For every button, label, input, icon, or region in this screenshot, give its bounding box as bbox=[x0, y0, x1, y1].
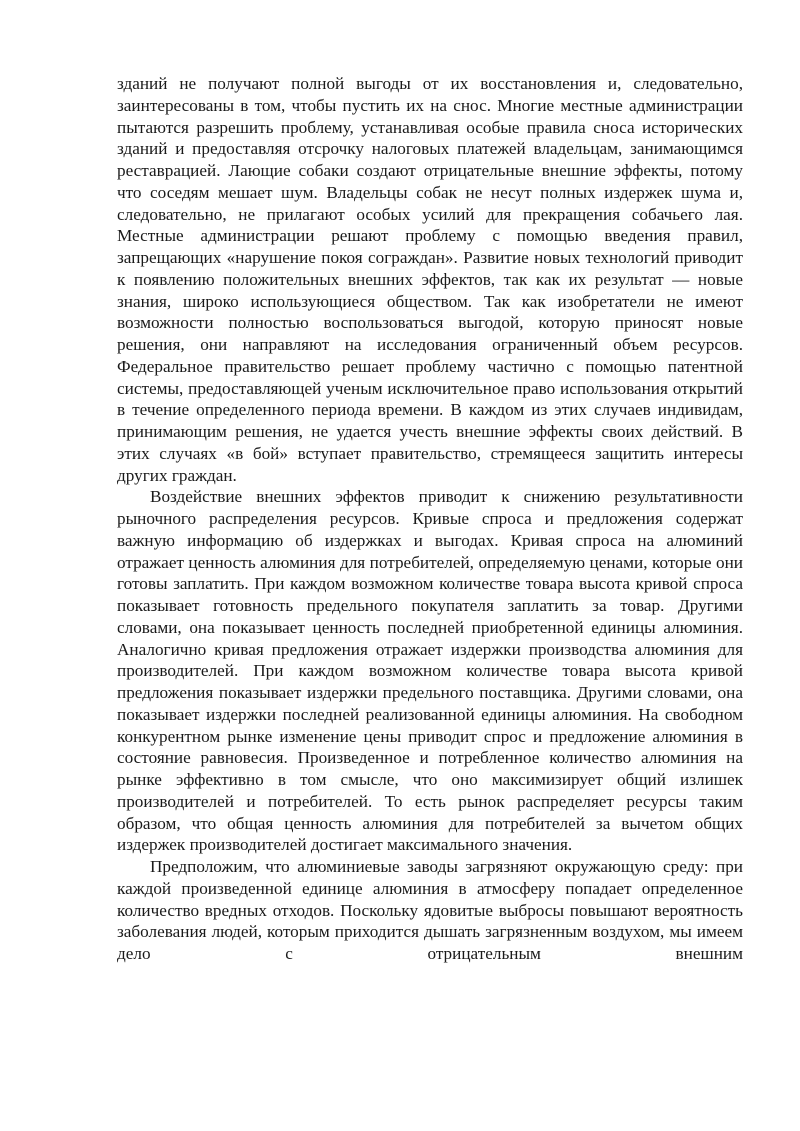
paragraph-externalities-efficiency: Воздействие внешних эффектов приводит к снижению результативности рыночного распределения ресурсов. Кривые спроса и предложения содержат важную информацию об издержках и выгодах. Кривая спроса на алюминий отражает ценность алюминия для потребителей, определяемую ценами, которые они готовы заплатить. При каждом возможном количестве товара высота кривой спроса показывает готовность предельного покупателя заплатить за товар. Другими словами, она показывает ценность последней приобретенной единицы алюминия. Аналогично кривая предложения отражает издержки производства алюминия для производителей. При каждом возможном количестве товара высота кривой предложения показывает издержки предельного поставщика. Другими словами, она показывает издержки последней реализованной единицы алюминия. На свободном конкурентном рынке изменение цены приводит спрос и предложение алюминия в состояние равновесия. Произведенное и потребленное количество алюминия на рынке эффективно в том смысле, что оно максимизирует общий излишек производителей и потребителей. То есть рынок распределяет ресурсы таким образом, что общая ценность алюминия для потребителей за вычетом общих издержек производителей достигает максимального значения. bbox=[117, 487, 743, 855]
paragraph-continuation: зданий не получают полной выгоды от их восстановления и, следовательно, заинтересованы в том, чтобы пустить их на снос. Многие местные администрации пытаются разрешить проблему, устанавливая особые правила сноса исторических зданий и предоставляя отсрочку налоговых платежей владельцам, занимающимся реставрацией. Лающие собаки создают отрицательные внешние эффекты, потому что соседям мешает шум. Владельцы собак не несут полных издержек шума и, следовательно, не прилагают особых усилий для прекращения собачьего лая. Местные администрации решают проблему с помощью введения правил, запрещающих «нарушение покоя сограждан». Развитие новых технологий приводит к появлению положительных внешних эффектов, так как их результат — новые знания, широко использующиеся обществом. Так как изобретатели не имеют возможности полностью воспользоваться выгодой, которую приносят новые решения, они направляют на исследования ограниченный объем ресурсов. Федеральное правительство решает проблему частично с помощью патентной системы, предоставляющей ученым исключительное право использования открытий в течение определенного периода времени. В каждом из этих случаев индивидам, принимающим решения, не удается учесть внешние эффекты своих действий. В этих случаях «в бой» вступает правительство, стремящееся защитить интересы других граждан. bbox=[117, 74, 743, 485]
paragraph-aluminium-pollution: Предположим, что алюминиевые заводы загрязняют окружающую среду: при каждой произведенной единице алюминия в атмосферу попадает определенное количество вредных отходов. Поскольку ядовитые выбросы повышают вероятность заболевания людей, которым приходится дышать загрязненным воздухом, мы имеем дело с отрицательным внешним bbox=[117, 857, 743, 963]
body-text bbox=[117, 73, 743, 965]
